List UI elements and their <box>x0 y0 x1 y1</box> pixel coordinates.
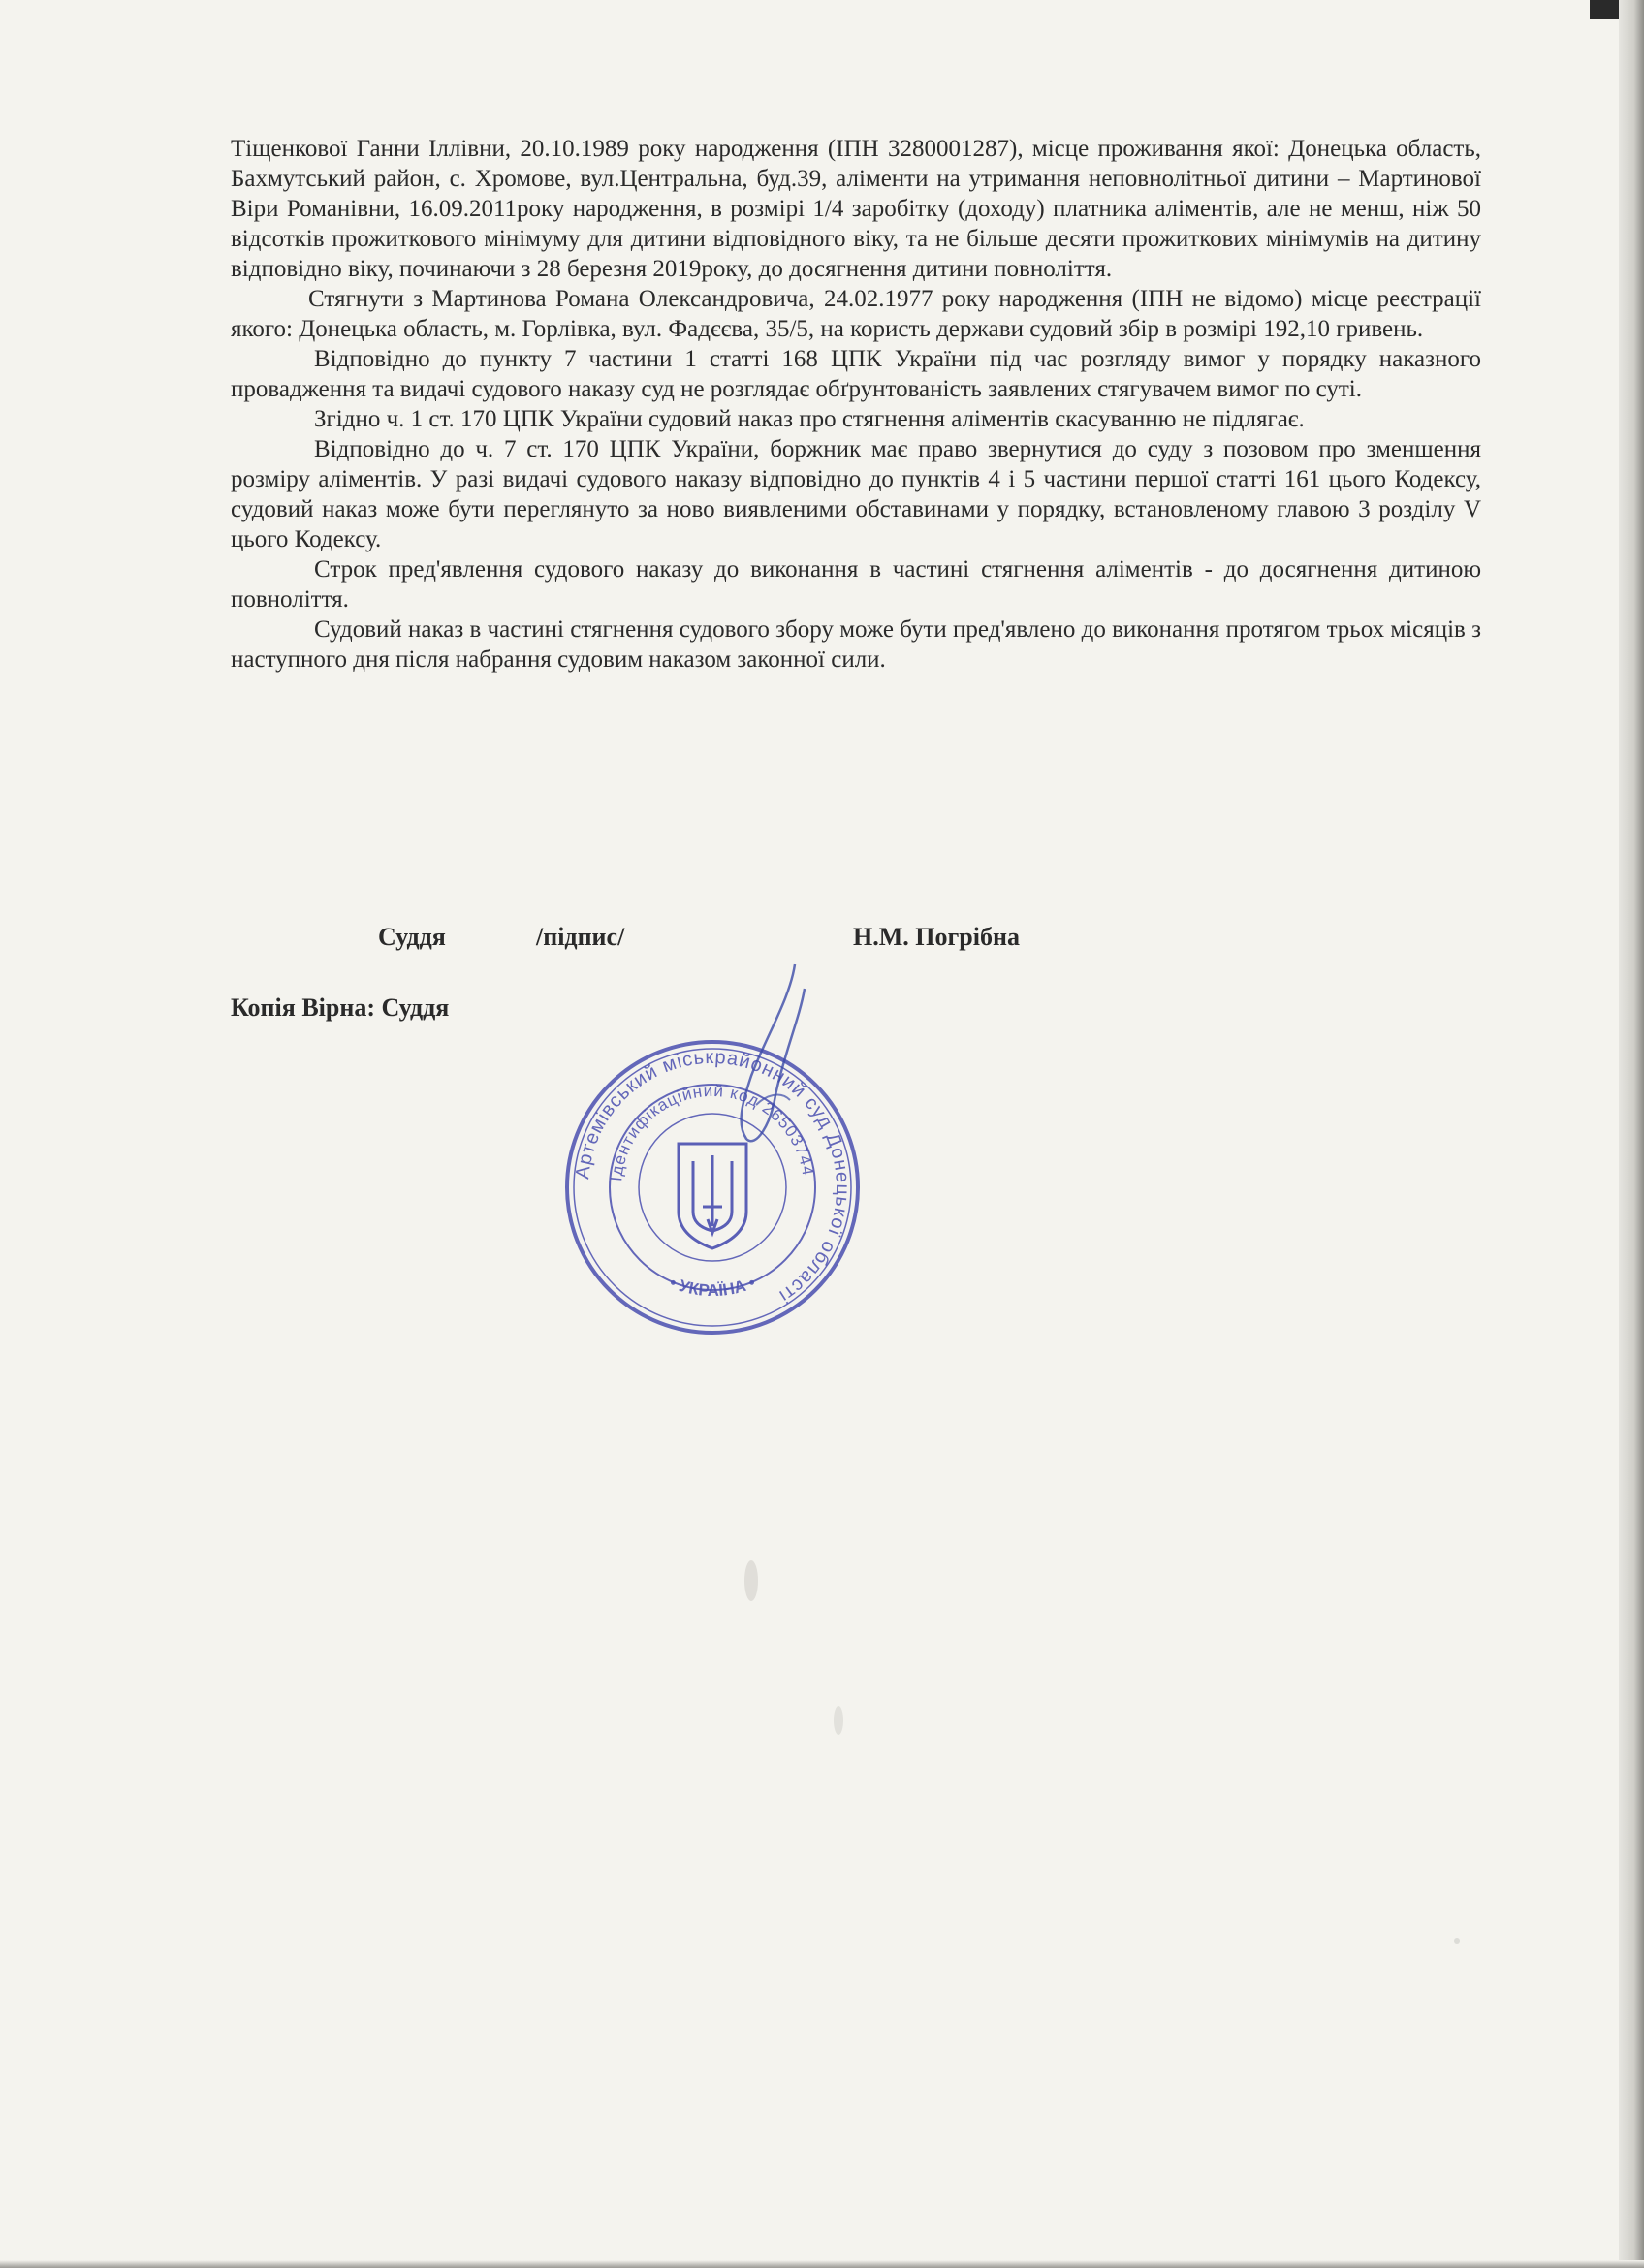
scan-speck <box>834 1706 843 1735</box>
scan-speck <box>1454 1938 1460 1944</box>
seal-outer-text: Артемівський міськрайонний суд Донецької області <box>572 1046 854 1307</box>
paragraph-enforcement-term-alimony: Строк пред'явлення судового наказу до виконання в частині стягнення аліментів - до досягнення дитиною повноліття. <box>231 556 1481 613</box>
paragraph-article-170-part-7: Відповідно до ч. 7 ст. 170 ЦПК України, боржник має право звернутися до суду з позовом про зменшення розміру аліментів. У разі видачі судового наказу відповідно до пунктів 4 і 5 частини першої статті 161 цього Кодексу, судовий наказ може бути переглянуто за ново виявленими обставинами у порядку, встановленому главою 3 розділу V цього Кодексу. <box>231 436 1481 552</box>
paragraph-article-168: Відповідно до пункту 7 частини 1 статті 168 ЦПК України під час розгляду вимог у порядку наказного провадження та видачі судового наказу суд не розглядає обґрунтованість заявлених стягувачем вимог по суті. <box>231 346 1481 402</box>
paragraph-court-fee: Стягнути з Мартинова Романа Олександровича, 24.02.1977 року народження (ІПН не відомо) місце реєстрації якого: Донецька область, м. Горлівка, вул. Фадєєва, 35/5, на користь держави судовий збір в розмірі 192,10 гривень. <box>231 286 1481 342</box>
paragraph-article-170-part-1: Згідно ч. 1 ст. 170 ЦПК України судовий наказ про стягнення аліментів скасуванню не підлягає. <box>314 406 1305 432</box>
signature-role: Суддя <box>378 923 446 951</box>
paragraph-recipient-details: Тіщенкової Ганни Іллівни, 20.10.1989 року народження (ІПН 3280001287), місце проживання якої: Донецька область, Бахмутський район, с. Хромове, вул.Центральна, буд.39, аліменти на утримання неповнолітньої дитини – Мартинової Віри Романівни, 16.09.2011року народження, в розмірі 1/4 заробітку (доходу) платника аліментів, але не менш, ніж 50 відсотків прожиткового мінімуму для дитини відповідного віку, та не більше десяти прожиткових мінімумів на дитину відповідно віку, починаючи з 28 березня 2019року, до досягнення дитини повноліття. <box>231 136 1481 282</box>
seal-inner-text: Ідентифікаційний код 26503744 <box>607 1081 818 1182</box>
trident-coat-of-arms-icon <box>679 1144 746 1248</box>
document-body <box>231 134 1481 675</box>
handwritten-signature <box>698 960 834 1153</box>
signature-block <box>231 923 1297 961</box>
signature-note: /підпис/ <box>536 923 625 951</box>
paragraph-enforcement-term-fee: Судовий наказ в частині стягнення судового збору може бути пред'явлено до виконання протягом трьох місяців з наступного дня після набрання судовим наказом законної сили. <box>231 616 1481 673</box>
seal-bottom-text: • УКРАЇНА • <box>666 1273 759 1301</box>
certification-line: Копія Вірна: Суддя <box>231 993 450 1022</box>
scan-edge-bottom <box>0 2260 1644 2268</box>
judge-name: Н.М. Погрібна <box>853 923 1020 951</box>
scan-speck <box>744 1560 758 1601</box>
scan-edge-right <box>1619 0 1644 2268</box>
